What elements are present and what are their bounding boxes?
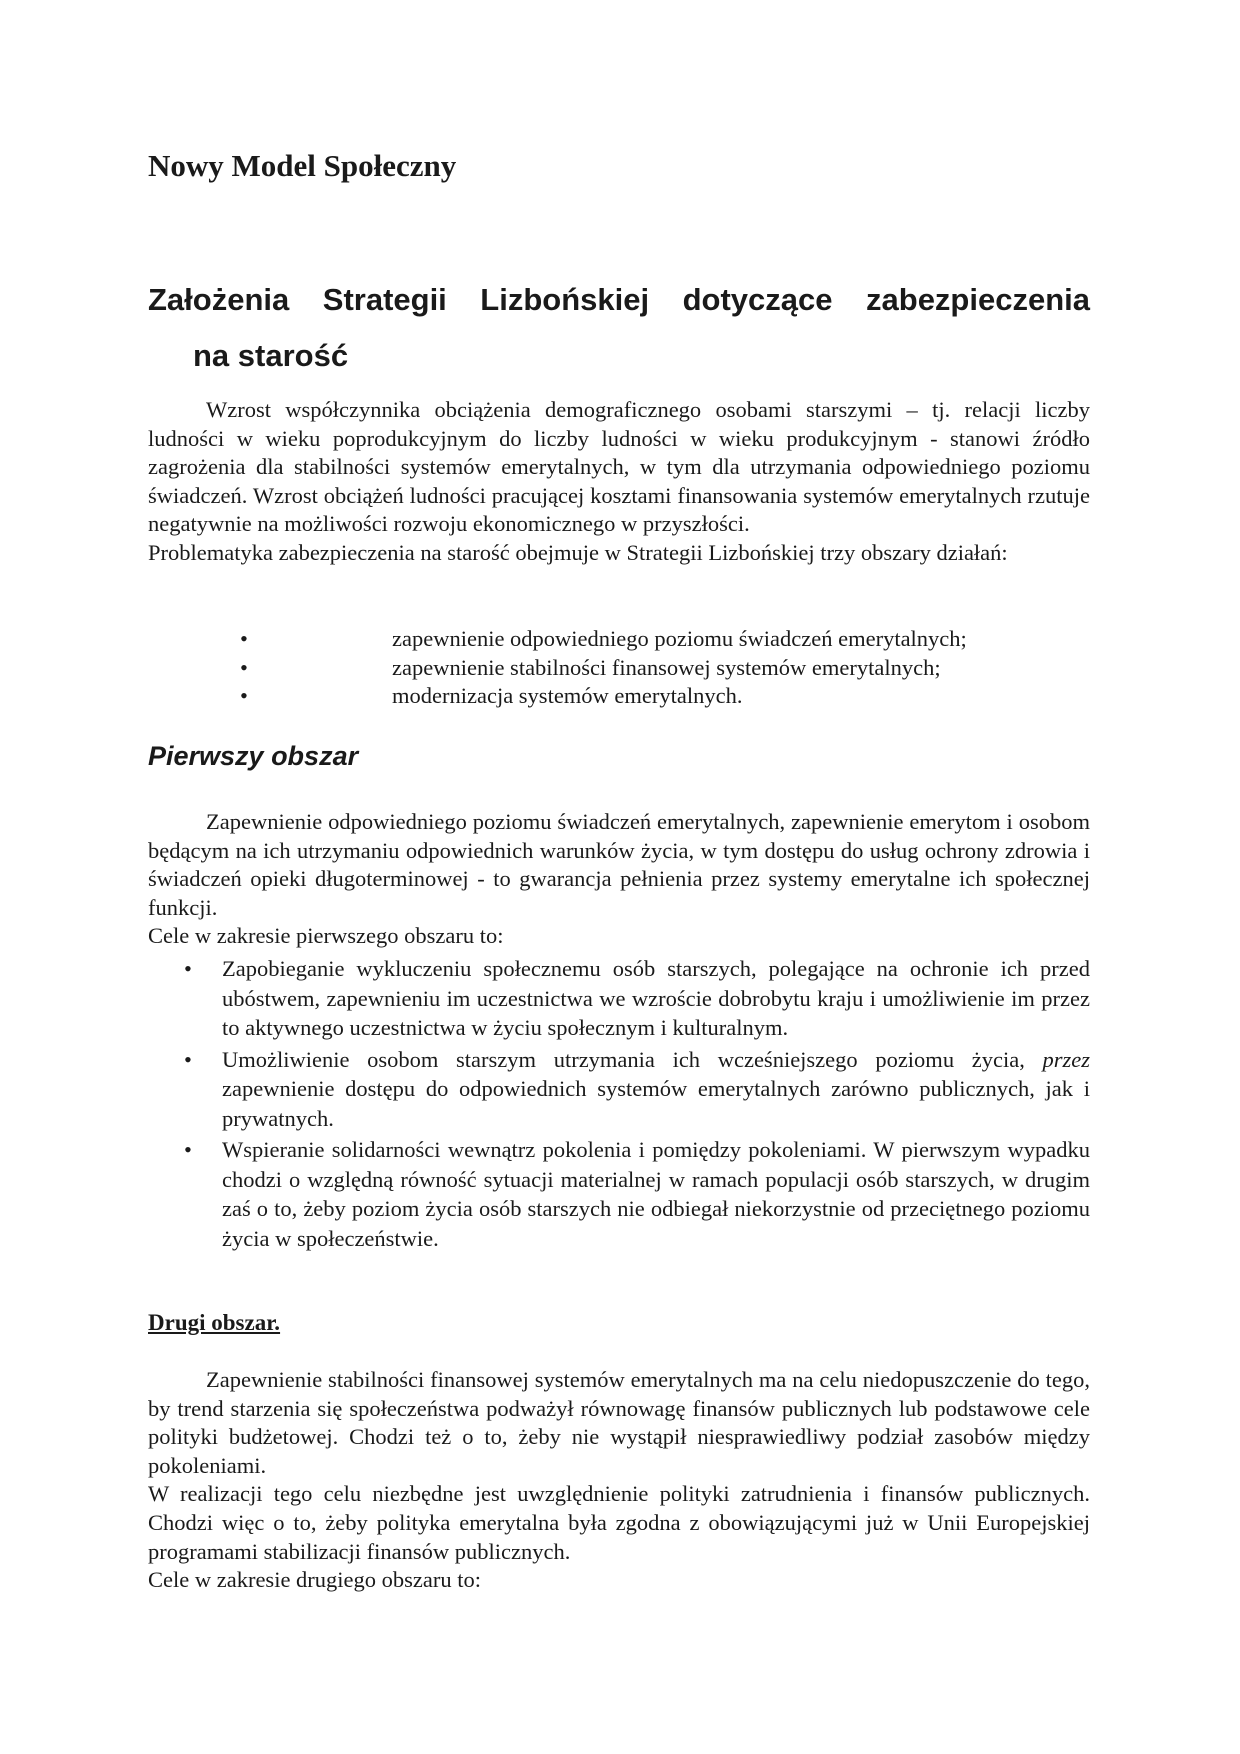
section2-text (148, 1366, 1090, 1595)
list-item (148, 654, 1090, 683)
list-item (148, 682, 1090, 711)
bullet-icon: • (184, 956, 192, 981)
section1-heading: Pierwszy obszar (148, 741, 359, 771)
list-item (148, 1045, 1090, 1134)
section1-text (148, 808, 1090, 951)
bullet-icon: • (240, 683, 248, 709)
list-item (148, 625, 1090, 654)
section-heading-line2: na starość (193, 338, 349, 373)
bullet-icon: • (240, 626, 248, 651)
list-item-text: Wspieranie solidarności wewnątrz pokolenia i pomiędzy pokoleniami. W pierwszym wypadku chodzi o względną równość sytuacji materialnej w ramach populacji osób starszych, w drugim zaś o to, żeby poziom życia osób starszych nie odbiegał niekorzystnie od przeciętnego poziomu życia w społeczeństwie. (222, 1137, 1090, 1251)
document-title: Nowy Model Społeczny (148, 148, 457, 183)
list-item-text-start: Umożliwienie osobom starszym utrzymania ich wcześniejszego poziomu życia, (222, 1046, 1043, 1072)
bullet-icon: • (240, 654, 248, 680)
section2-paragraph-3: Cele w zakresie drugiego obszaru to: (148, 1567, 482, 1593)
section2-heading: Drugi obszar. (148, 1310, 281, 1335)
section2-paragraph-1: Zapewnienie stabilności finansowej systemów emerytalnych ma na celu niedopuszczenie do tego, by trend starzenia się społeczeństwa podważył równowagę finansów publicznych lub podstawowe cele polityki budżetowej. Chodzi też o to, żeby nie wystąpił niesprawiedliwy podział zasobów między pokoleniami. (148, 1367, 1090, 1478)
intro-paragraph-1: Wzrost współczynnika obciążenia demograficznego osobami starszymi – tj. relacji liczby ludności w wieku poprodukcyjnym do liczby ludności w wieku produkcyjnym - stanowi źródło zagrożenia dla stabilności systemów emerytalnych, w tym dla utrzymania odpowiedniego poziomu świadczeń. Wzrost obciążeń ludności pracującej kosztami finansowania systemów emerytalnych rzutuje negatywnie na możliwości rozwoju ekonomicznego w przyszłości. (148, 397, 1090, 537)
list-item (148, 954, 1090, 1043)
list-item-text-italic: przez (1042, 1046, 1090, 1072)
list-item-text-end: zapewnienie dostępu do odpowiednich systemów emerytalnych zarówno publicznych, jak i prywatnych. (222, 1076, 1090, 1131)
section1-paragraph-1: Zapewnienie odpowiedniego poziomu świadczeń emerytalnych, zapewnienie emerytom i osobom będącym na ich utrzymaniu odpowiednich warunków życia, w tym dostępu do usług ochrony zdrowia i świadczeń opieki długoterminowej - to gwarancja pełnienia przez systemy emerytalne ich społecznej funkcji. (148, 809, 1090, 920)
intro-text (148, 396, 1090, 568)
list-item-text: zapewnienie odpowiedniego poziomu świadczeń emerytalnych; (392, 626, 967, 651)
section1-paragraph-2: Cele w zakresie pierwszego obszaru to: (148, 923, 504, 949)
section-heading-line1: Założenia Strategii Lizbońskiej dotyczące zabezpieczenia (148, 282, 1090, 317)
bullet-icon: • (184, 1137, 192, 1162)
section2-paragraph-2: W realizacji tego celu niezbędne jest uwzględnienie polityki zatrudnienia i finansów publicznych. Chodzi więc o to, żeby polityka emerytalna była zgodna z obowiązującymi już w Unii Europejskiej programami stabilizacji finansów publicznych. (148, 1481, 1090, 1564)
list-item-text: zapewnienie stabilności finansowej systemów emerytalnych; (392, 654, 941, 680)
list-item-text: modernizacja systemów emerytalnych. (392, 683, 743, 709)
intro-paragraph-2: Problematyka zabezpieczenia na starość obejmuje w Strategii Lizbońskiej trzy obszary działań: (148, 539, 1008, 565)
section1-bullet-list (148, 954, 1090, 1255)
list-item-text: Zapobieganie wykluczeniu społecznemu osób starszych, polegające na ochronie ich przed ubóstwem, zapewnieniu im uczestnictwa we wzroście dobrobytu kraju i umożliwienie im przez to aktywnego uczestnictwa w życiu społecznym i kulturalnym. (222, 956, 1090, 1040)
section-heading (148, 272, 1090, 384)
bullet-icon: • (184, 1046, 192, 1072)
list-item (148, 1135, 1090, 1253)
intro-bullet-list (148, 625, 1090, 711)
